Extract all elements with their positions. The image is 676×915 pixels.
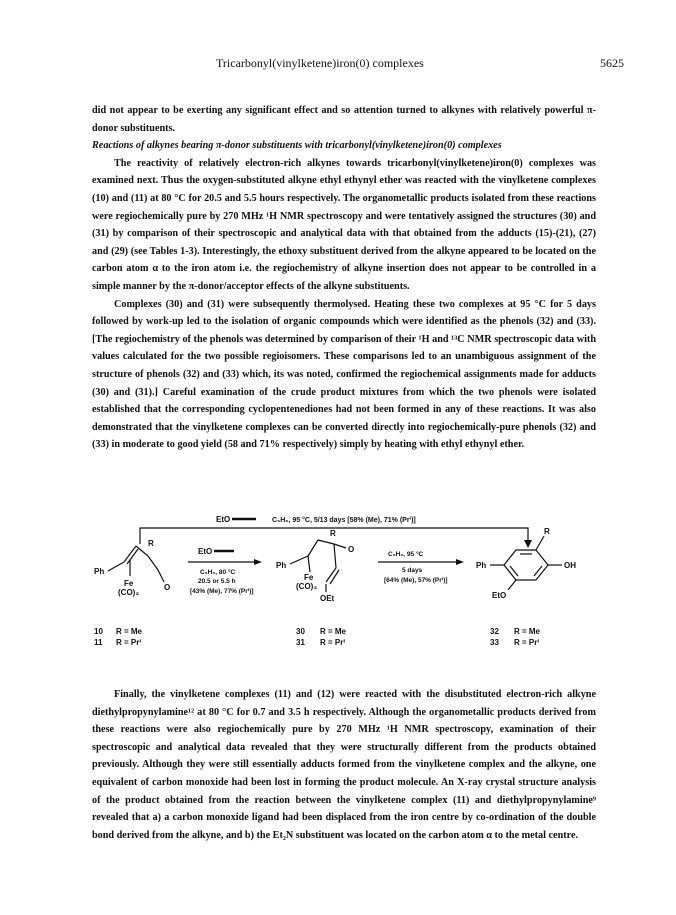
scheme-drawing <box>80 510 600 670</box>
text-block-lower <box>92 686 596 844</box>
page-number: 5625 <box>600 56 624 70</box>
oet-label: OEt <box>320 594 335 603</box>
arrow2-yield: [64% (Me), 57% (Prⁱ)] <box>384 577 448 584</box>
running-head <box>0 56 676 72</box>
compound-30-number: 30 <box>296 627 305 636</box>
ferracycle-adduct <box>276 529 354 603</box>
top-reagent: EtO <box>216 515 231 524</box>
compound-30-r: R = Me <box>320 627 347 636</box>
co3-label-2: (CO)₃ <box>296 582 318 591</box>
ph-label-3: Ph <box>476 561 487 570</box>
compound-33-r: R = Prⁱ <box>514 638 540 647</box>
eto-label: EtO <box>492 591 507 600</box>
o-label-2: O <box>348 545 355 554</box>
fe-label-2: Fe <box>304 573 314 582</box>
oh-label: OH <box>564 561 576 570</box>
compound-31-r: R = Prⁱ <box>320 638 346 647</box>
arrow2-cond1: C₆H₆, 95 °C <box>388 551 424 558</box>
paragraph-thermolysis: Complexes (30) and (31) were subsequently thermolysed. Heating these two complexes at 95 °C for 5 days followed by work-up led to the isolation of organic compounds which were identified as the phenols (32) and (33). [The regiochemistry of the phenols was determined by comparison of their ¹H and ¹³C NMR spectroscopic data with values calculated for the two possible regioisomers. These comparisons led to an unambiguous assignment of the structure of phenols (32) and (33) which, its was noted, confirmed the regiochemical assignments made for adducts (30) and (31).] Careful examination of the crude product mixtures from which the two phenols were isolated established that the corresponding cyclopentenediones had not been formed in any of these reactions. It was also demonstrated that the vinylketene complexes can be converted directly into regiochemically-pure phenols (32) and (33) in moderate to good yield (58 and 71% respectively) simply by heating with ethyl ethynyl ether. <box>92 298 596 451</box>
arrow2-cond2: 5 days <box>402 567 423 574</box>
arrow-1-head <box>254 559 262 565</box>
arrow1-reagent: EtO <box>198 547 213 556</box>
section-heading: Reactions of alkynes bearing π-donor substituents with tricarbonyl(vinylketene)iron(0) complexes <box>92 140 502 152</box>
vinylketene-complex <box>94 539 170 597</box>
o-label-1: O <box>164 583 171 592</box>
paragraph-reactivity: The reactivity of relatively electron-rich alkynes towards tricarbonyl(vinylketene)iron(0) complexes was examined next. Thus the oxygen-substituted alkyne ethyl ethynyl ether was reacted with the vinylketene complexes (10) and (11) at 80 °C for 20.5 and 5.5 hours respectively. The organometallic products isolated from these reactions were regiochemically pure by 270 MHz ¹H NMR spectroscopy and were tentatively assigned the structures (30) and (31) by comparison of their spectroscopic and analytical data with that obtained from the adducts (15)-(21), (27) and (29) (see Tables 1-3). Interestingly, the ethoxy substituent derived from the alkyne appeared to be located on the carbon atom α to the iron atom i.e. the regiochemistry of alkyne insertion does not appear to be controlled in a simple manner by the π-donor/acceptor effects of the alkyne substituents. <box>92 157 596 292</box>
running-title: Tricarbonyl(vinylketene)iron(0) complexes <box>216 56 424 70</box>
arrow1-yield: [43% (Me), 77% (Prⁱ)] <box>190 588 254 595</box>
compound-32-number: 32 <box>490 627 499 636</box>
arrow1-cond1: C₆H₆, 80 °C <box>200 569 236 576</box>
r-label-1: R <box>148 539 154 548</box>
compound-10-r: R = Me <box>116 627 143 636</box>
r-label-2: R <box>330 529 336 538</box>
ph-label-1: Ph <box>94 567 105 576</box>
top-conditions: C₆H₆, 95 °C, 5/13 days [58% (Me), 71% (Prⁱ)] <box>272 517 416 524</box>
compound-32-r: R = Me <box>514 627 541 636</box>
compound-11-number: 11 <box>94 638 103 647</box>
reaction-scheme <box>80 510 600 670</box>
top-bracket-arrowhead <box>524 540 532 548</box>
paragraph-diethylpropynylamine: Finally, the vinylketene complexes (11) and (12) were reacted with the disubstituted electron-rich alkyne diethylpropynylamine¹² at 80 °C for 0.7 and 3.5 h respectively. Although the organometallic products derived from these reactions were also regiochemically pure by 270 MHz ¹H NMR spectroscopy, examination of their spectroscopic and analytical data revealed that they were structurally different from the products obtained previously. Although they were still essentially adducts formed from the vinylketene complex and the alkyne, one equivalent of carbon monoxide had been lost in forming the product molecule. An X-ray crystal structure analysis of the product obtained from the reaction between the vinylketene complex (11) and diethylpropynylamine⁹ revealed that a) a carbon monoxide ligand had been displaced from the iron centre by co-ordination of the double bond derived from the alkyne, and b) the Et₂N substituent was located on the carbon atom α to the metal centre. <box>92 689 596 841</box>
fe-label-1: Fe <box>124 579 134 588</box>
paragraph-continuation: did not appear to be exerting any significant effect and so attention turned to alkynes with relatively powerful π-donor substituents. <box>92 105 596 134</box>
text-block-upper <box>92 102 596 454</box>
compound-11-r: R = Prⁱ <box>116 638 142 647</box>
ph-label-2: Ph <box>276 561 287 570</box>
compound-10-number: 10 <box>94 627 103 636</box>
arrow-2-head <box>456 559 464 565</box>
co3-label-1: (CO)₃ <box>118 588 140 597</box>
r-label-3: R <box>544 527 550 536</box>
phenol-product <box>476 527 576 600</box>
arrow1-cond2: 20.5 or 5.5 h <box>198 578 236 585</box>
compound-31-number: 31 <box>296 638 305 647</box>
compound-33-number: 33 <box>490 638 499 647</box>
